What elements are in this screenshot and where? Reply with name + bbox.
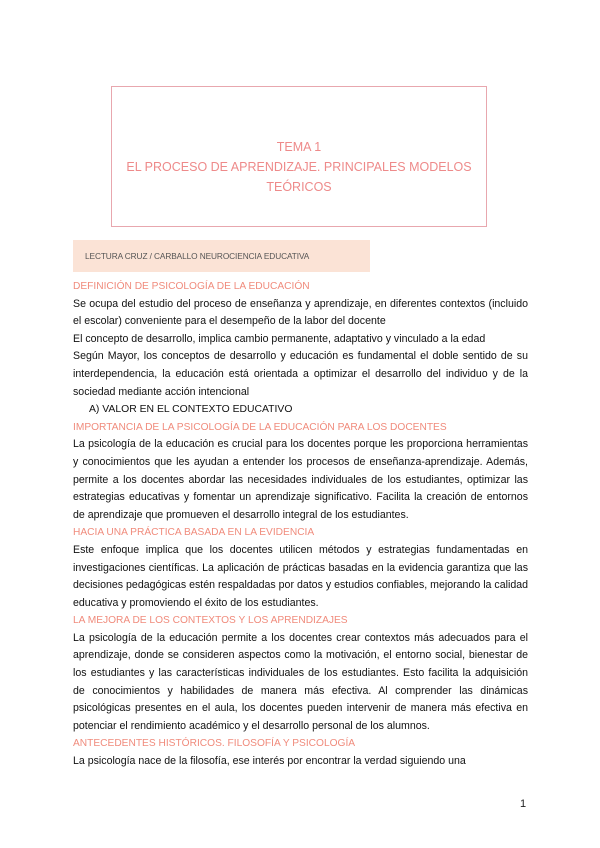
section-heading-antecedentes: ANTECEDENTES HISTÓRICOS. FILOSOFÍA Y PSICOLOGÍA [73, 738, 356, 750]
section-heading-importancia: IMPORTANCIA DE LA PSICOLOGÍA DE LA EDUCACIÓN PARA LOS DOCENTES [73, 421, 447, 433]
paragraph: Se ocupa del estudio del proceso de enseñanza y aprendizaje, en diferentes contextos (incluido el escolar) conveniente para el desempeño de la labor del docente [73, 297, 528, 328]
title-line-3: TEÓRICOS [266, 180, 332, 194]
title-line-1: TEMA 1 [276, 140, 322, 154]
reading-note: LECTURA CRUZ / CARBALLO NEUROCIENCIA EDUCATIVA [73, 240, 370, 272]
paragraph: El concepto de desarrollo, implica cambio permanente, adaptativo y vinculado a la edad [73, 332, 486, 345]
section-heading-practica: HACIA UNA PRÁCTICA BASADA EN LA EVIDENCIA [73, 527, 315, 539]
paragraph: Según Mayor, los conceptos de desarrollo y educación es fundamental el doble sentido de su interdependencia, la educación está orientada a optimizar el desarrollo del individuo y de la sociedad mediante acción intencional [73, 350, 528, 398]
page-number: 1 [520, 798, 527, 810]
title-line-2: EL PROCESO DE APRENDIZAJE. PRINCIPALES MODELOS [126, 160, 472, 174]
paragraph: La psicología de la educación permite a los docentes crear contextos más adecuados para el aprendizaje, donde se consideren aspectos como la motivación, el entorno social, bienestar de los estudiantes y las características individuales de los estudiantes. Esto facilita la adquisición de conocimientos y habilidades de manera más efectiva. Al comprender las dinámicas psicológicas presentes en el aula, los docentes pueden intervenir de manera más efectiva en potenciar el rendimiento académico y el desarrollo personal de los alumnos. [73, 631, 528, 732]
section-heading-mejora: LA MEJORA DE LOS CONTEXTOS Y LOS APRENDIZAJES [73, 615, 348, 627]
section-heading-definicion: DEFINICIÓN DE PSICOLOGÍA DE LA EDUCACIÓN [73, 281, 310, 292]
paragraph: Este enfoque implica que los docentes utilicen métodos y estrategias fundamentadas en investigaciones científicas. La aplicación de prácticas basadas en la evidencia garantiza que las decisiones pedagógicas estén respaldadas por datos y estudios confiables, mejorando la calidad educativa y promoviendo el éxito de los estudiantes. [73, 543, 528, 609]
paragraph: La psicología de la educación es crucial para los docentes porque les proporciona herramientas y conocimientos que les ayudan a entender los procesos de enseñanza-aprendizaje. Además, permite a los docentes abordar las necesidades individuales de los estudiantes, optimizar las estrategias educativas y fomentar un aprendizaje significativo. Facilita la creación de entornos de aprendizaje que promueven el desarrollo integral de los estudiantes. [73, 438, 528, 521]
paragraph: La psicología nace de la filosofía, ese interés por encontrar la verdad siguiendo una [73, 755, 466, 768]
document-body [73, 278, 528, 771]
title-box [111, 86, 487, 227]
sub-heading-valor: A) VALOR EN EL CONTEXTO EDUCATIVO [89, 404, 293, 416]
